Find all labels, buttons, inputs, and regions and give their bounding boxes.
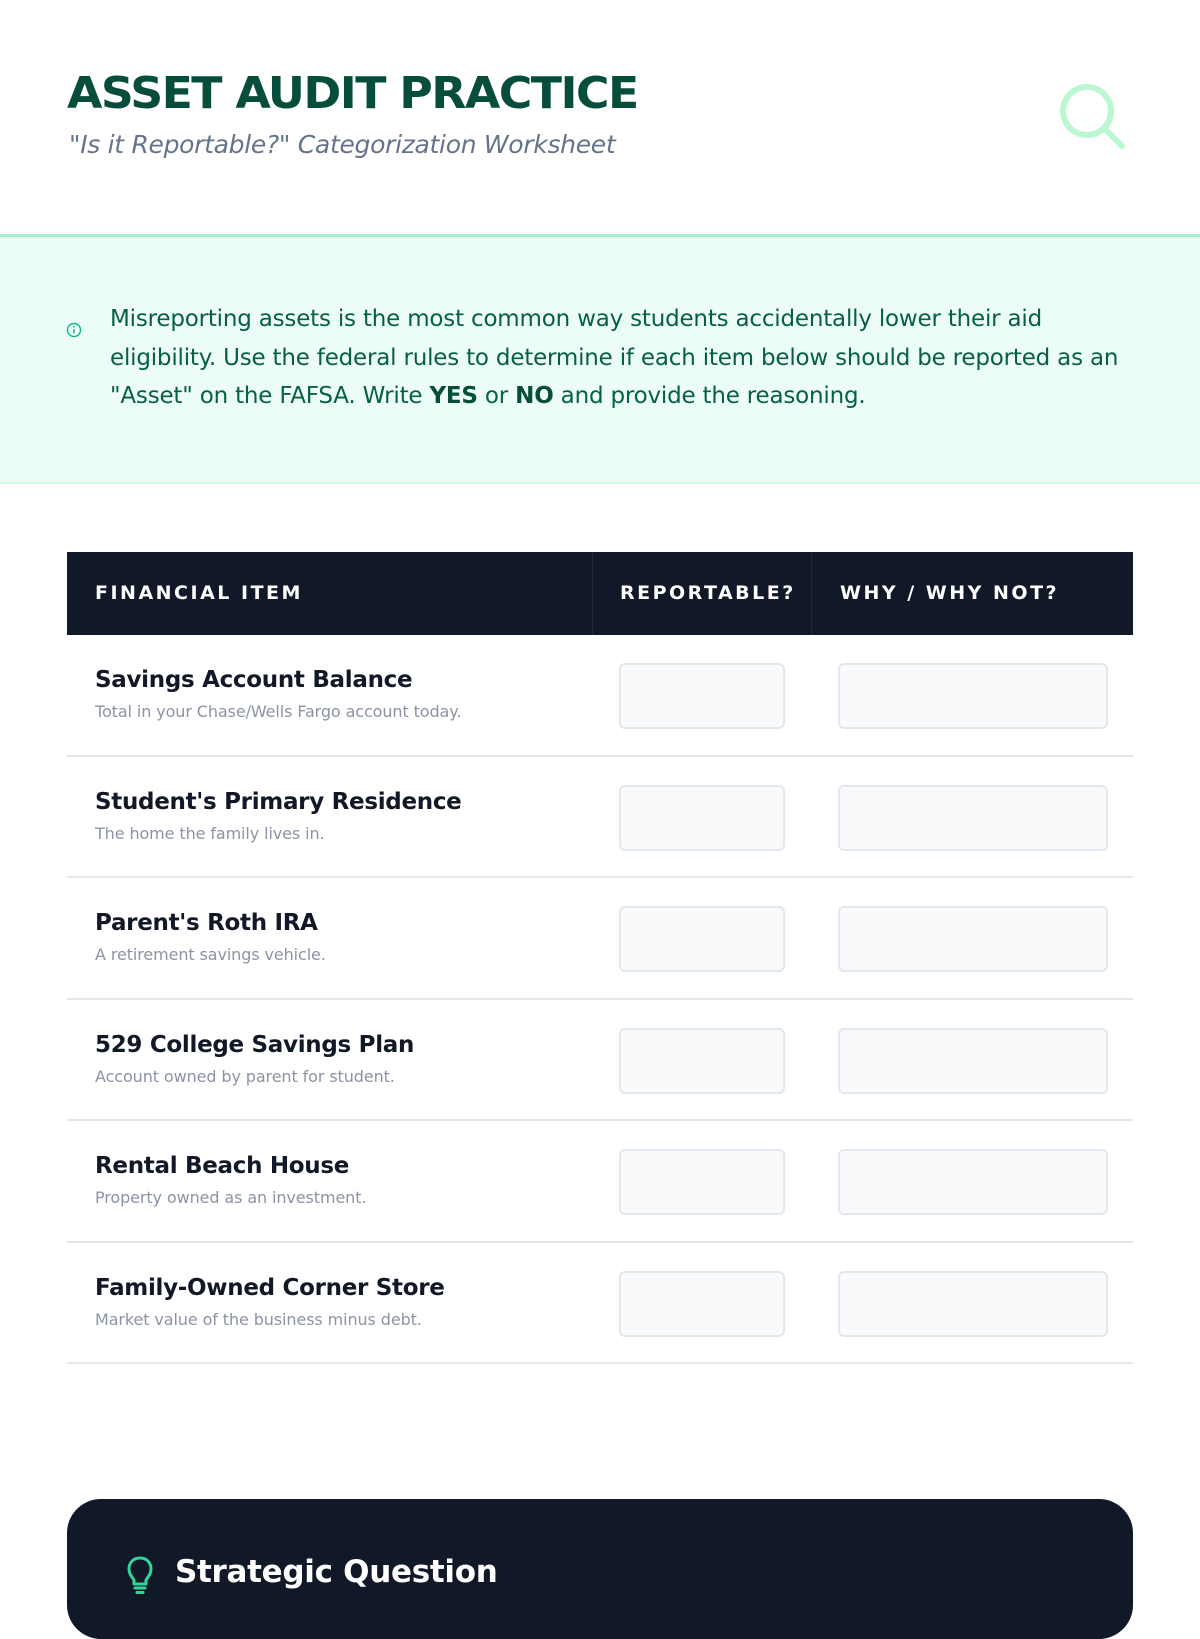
search-icon	[1058, 80, 1130, 152]
item-name: Student's Primary Residence	[95, 788, 462, 815]
reasoning-answer-box[interactable]	[838, 1149, 1108, 1215]
reasoning-answer-box[interactable]	[838, 663, 1108, 729]
no-keyword: NO	[515, 383, 554, 409]
page-title: ASSET AUDIT PRACTICE	[67, 68, 638, 119]
strategic-question-title: Strategic Question	[175, 1554, 498, 1590]
column-header-why: WHY / WHY NOT?	[840, 582, 1060, 604]
item-name: Family-Owned Corner Store	[95, 1274, 445, 1301]
reportable-answer-box[interactable]	[619, 785, 785, 851]
reportable-answer-box[interactable]	[619, 663, 785, 729]
banner-text-or: or	[477, 383, 516, 409]
item-description: Account owned by parent for student.	[95, 1066, 395, 1086]
reasoning-answer-box[interactable]	[838, 906, 1108, 972]
banner-text-outro: and provide the reasoning.	[553, 383, 866, 409]
info-icon	[66, 322, 82, 338]
table-row	[67, 1121, 1133, 1243]
page-header	[0, 0, 1200, 234]
banner-text-intro: Misreporting assets is the most common way students accidentally lower their aid eligibility. Use the federal rules to determine if each item below should be reported as an "Asset" on the FAFSA. Write	[110, 306, 1119, 409]
reasoning-answer-box[interactable]	[838, 785, 1108, 851]
table-header	[67, 552, 1133, 635]
table-row	[67, 878, 1133, 1000]
reportable-answer-box[interactable]	[619, 1271, 785, 1337]
item-description: A retirement savings vehicle.	[95, 945, 326, 964]
reasoning-answer-box[interactable]	[838, 1028, 1108, 1094]
item-name: Parent's Roth IRA	[95, 910, 318, 936]
reasoning-answer-box[interactable]	[838, 1271, 1108, 1337]
item-description: Property owned as an investment.	[95, 1188, 367, 1207]
table-row	[67, 1243, 1133, 1365]
info-banner	[0, 234, 1200, 484]
reportable-answer-box[interactable]	[619, 1028, 785, 1094]
reportable-answer-box[interactable]	[619, 1149, 785, 1215]
column-header-financial-item: FINANCIAL ITEM	[67, 552, 593, 635]
item-description: The home the family lives in.	[95, 823, 325, 843]
info-banner-text	[110, 300, 1150, 416]
item-name: Rental Beach House	[95, 1153, 350, 1179]
page-subtitle: "Is it Reportable?" Categorization Worksheet	[69, 130, 616, 159]
reportable-answer-box[interactable]	[619, 906, 785, 972]
table-row	[67, 635, 1133, 757]
lightbulb-icon	[125, 1555, 155, 1595]
strategic-question-card	[67, 1499, 1133, 1639]
item-description: Market value of the business minus debt.	[95, 1309, 422, 1329]
column-header-reportable: REPORTABLE?	[593, 552, 812, 635]
item-name: 529 College Savings Plan	[95, 1031, 415, 1058]
yes-keyword: YES	[429, 383, 478, 409]
item-name: Savings Account Balance	[95, 667, 413, 693]
table-row	[67, 1000, 1133, 1122]
item-description: Total in your Chase/Wells Fargo account today.	[95, 702, 462, 721]
asset-table	[67, 552, 1133, 1364]
table-row	[67, 757, 1133, 879]
